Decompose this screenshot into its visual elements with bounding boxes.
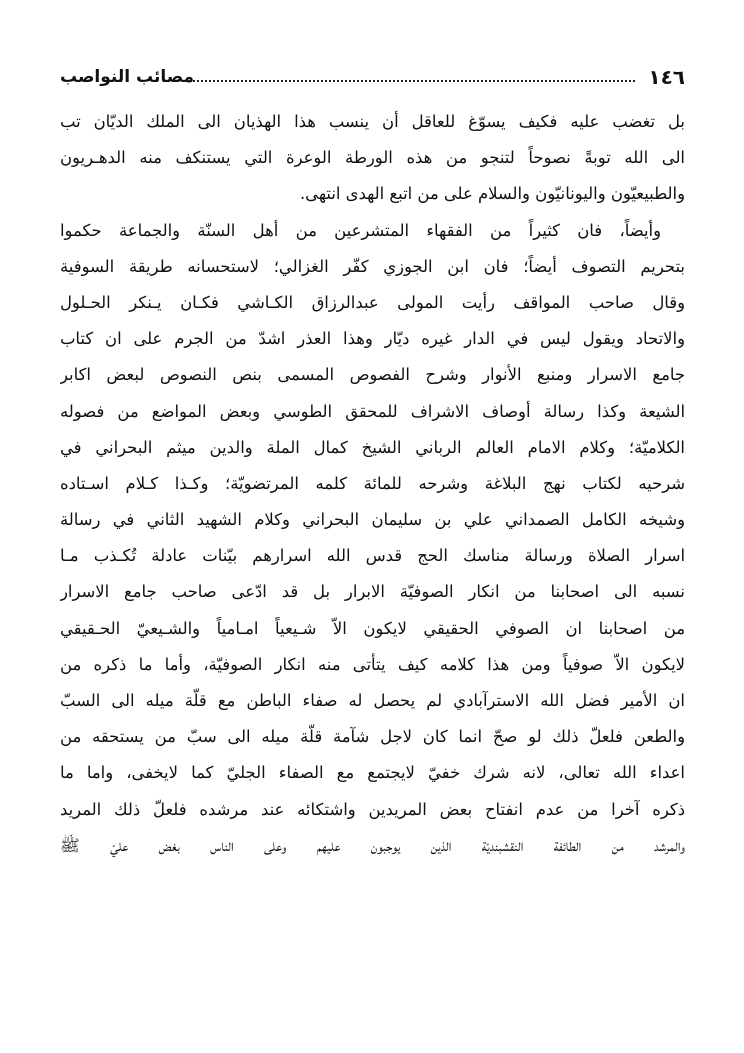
text-line: بتحريم التصوف أيضاً؛ فان ابن الجوزي كفّر الغزالي؛ لاستحسانه طريقة السوفية (60, 256, 685, 276)
text-line: والمرشد من الطائفة النقشبنديّة الذين يوجبون عليهم وعلى الناس بغض عليّ ﷺ (60, 835, 685, 855)
text-line: وشيخه الكامل الصمداني علي بن سليمان البحراني وكلام الشهيد الثاني في رسالة (60, 510, 685, 530)
text-line: الى الله توبةً نصوحاً لتنجو من هذه الورطة الوعرة التي يستنكف منه الدهـريون (60, 148, 685, 168)
running-header (60, 64, 685, 90)
text-line: ذكره آخرا من عدم انفتاح بعض المريدين واشتكائه عند مرشده فلعلّ ذلك المريد (60, 799, 685, 819)
text-line: الشيعة وكذا رسالة أوصاف الاشراف للمحقق الطوسي وبعض المواضع من فصوله (60, 401, 685, 421)
text-line: ان الأمير فضل الله الاسترآبادي لم يحصل له صفاء الباطن مع قلّة ميله الى السبّ (60, 691, 685, 710)
text-line: والطعن فلعلّ ذلك لو صحّ انما كان لاجل شآمة قلّة ميله الى سبّ من يستحقه من (60, 727, 685, 747)
header-dotted-leader (182, 80, 635, 82)
book-title: مصائب النواصب (60, 67, 195, 87)
text-line: والاتحاد ويقول ليس في الدار غيره ديّار وهذا العذر اشدّ من الجرم على ان كتاب (60, 329, 685, 349)
text-line: الكلاميّة؛ وكلام الامام العالم الرباني الشيخ كمال الملة والدين ميثم البحراني في (60, 437, 685, 457)
text-line: بل تغضب عليه فكيف يسوّغ للعاقل أن ينسب هذا الهذيان الى الملك الديّان تب (60, 112, 685, 131)
text-line: والطبيعيّون واليونانيّون والسلام على من اتبع الهدى انتهى. (299, 184, 685, 204)
text-line: نسبه الى اصحابنا من انكار الصوفيّة الابرار بل قد ادّعى صاحب جامع الاسرار (60, 582, 685, 602)
text-line: لايكون الاّ صوفياً ومن هذا كلامه كيف يتأتى منه انكار الصوفيّة، وأما ما ذكره من (60, 654, 685, 674)
text-line: اعداء الله تعالى، لانه شرك خفيّ لايجتمع مع الصفاء الجليّ كما لايخفى، واما ما (60, 763, 685, 783)
text-line: من اصحابنا ان الصوفي الحقيقي لايكون الاّ شـيعياً امـامياً والشـيعيّ الحـقيقي (60, 618, 685, 638)
text-line: اسرار الصلاة ورسالة مناسك الحج قدس الله اسرارهم بيّنات عادلة تُكـذب مـا (60, 546, 685, 566)
body-text (60, 104, 685, 864)
page-number: ١٤٦ (648, 65, 685, 89)
text-line: وقال صاحب المواقف رأيت المولى عبدالرزاق الكـاشي فكـان يـنكر الحـلول (60, 292, 685, 312)
paragraph-start-line: وأيضاً، فان كثيراً من الفقهاء المتشرعين من أهل السنّة والجماعة حكموا (60, 220, 661, 240)
text-line: شرحيه لكتاب نهج البلاغة وشرحه للمائة كلمه المرتضويّة؛ وكـذا كـلام اسـتاده (60, 473, 685, 493)
text-line: جامع الاسرار ومنبع الأنوار وشرح الفصوص المسمى بنص النصوص لبعض اكابر (60, 365, 685, 385)
